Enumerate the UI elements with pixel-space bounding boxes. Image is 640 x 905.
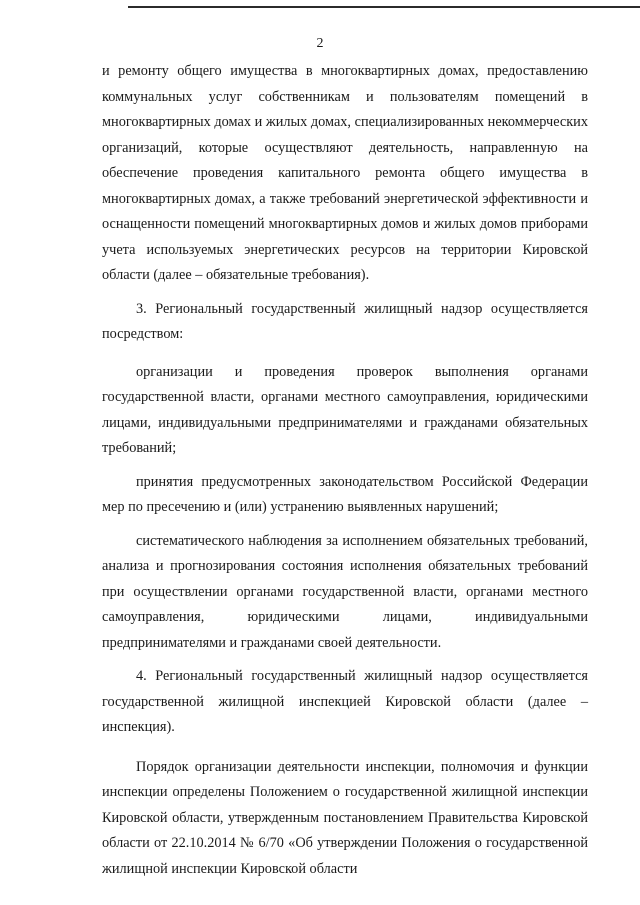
document-body [102,59,588,882]
page-number: 2 [316,36,324,51]
paragraph-continuation: и ремонту общего имущества в многоквартирных домах, предоставлению коммунальных услуг собственникам и пользователям помещений в многоквартирных домах и жилых домах, специализированных некоммерческих организаций, которые осуществляют деятельность, направленную на обеспечение проведения капитального ремонта общего имущества в многоквартирных домах, а также требований энергетической эффективности и оснащенности помещений многоквартирных домов и жилых домов приборами учета используемых энергетических ресурсов на территории Кировской области (далее – обязательные требования). [102,63,588,283]
paragraph-item-3: 3. Региональный государственный жилищный надзор осуществляется посредством: [102,300,588,342]
paragraph-item-4: 4. Региональный государственный жилищный надзор осуществляется государственной жилищной инспекцией Кировской области (далее – инспекция). [102,668,588,735]
paragraph-monitoring: систематического наблюдения за исполнением обязательных требований, анализа и прогнозирования состояния исполнения обязательных требований при осуществлении органами государственной власти, органами местного самоуправления, юридическими лицами, индивидуальными предпринимателями и гражданами своей деятельности. [102,532,588,651]
paragraph-inspections: организации и проведения проверок выполнения органами государственной власти, органами местного самоуправления, юридическими лицами, индивидуальными предпринимателями и гражданами обязательных требований; [102,363,588,456]
top-border-line [128,6,640,8]
paragraph-organization: Порядок организации деятельности инспекции, полномочия и функции инспекции определены Положением о государственной жилищной инспекции Кировской области, утвержденным постановлением Правительства Кировской области от 22.10.2014 № 6/70 «Об утверждении Положения о государственной жилищной инспекции Кировской области [102,758,588,877]
paragraph-measures: принятия предусмотренных законодательством Российской Федерации мер по пресечению и (или) устранению выявленных нарушений; [102,473,588,515]
